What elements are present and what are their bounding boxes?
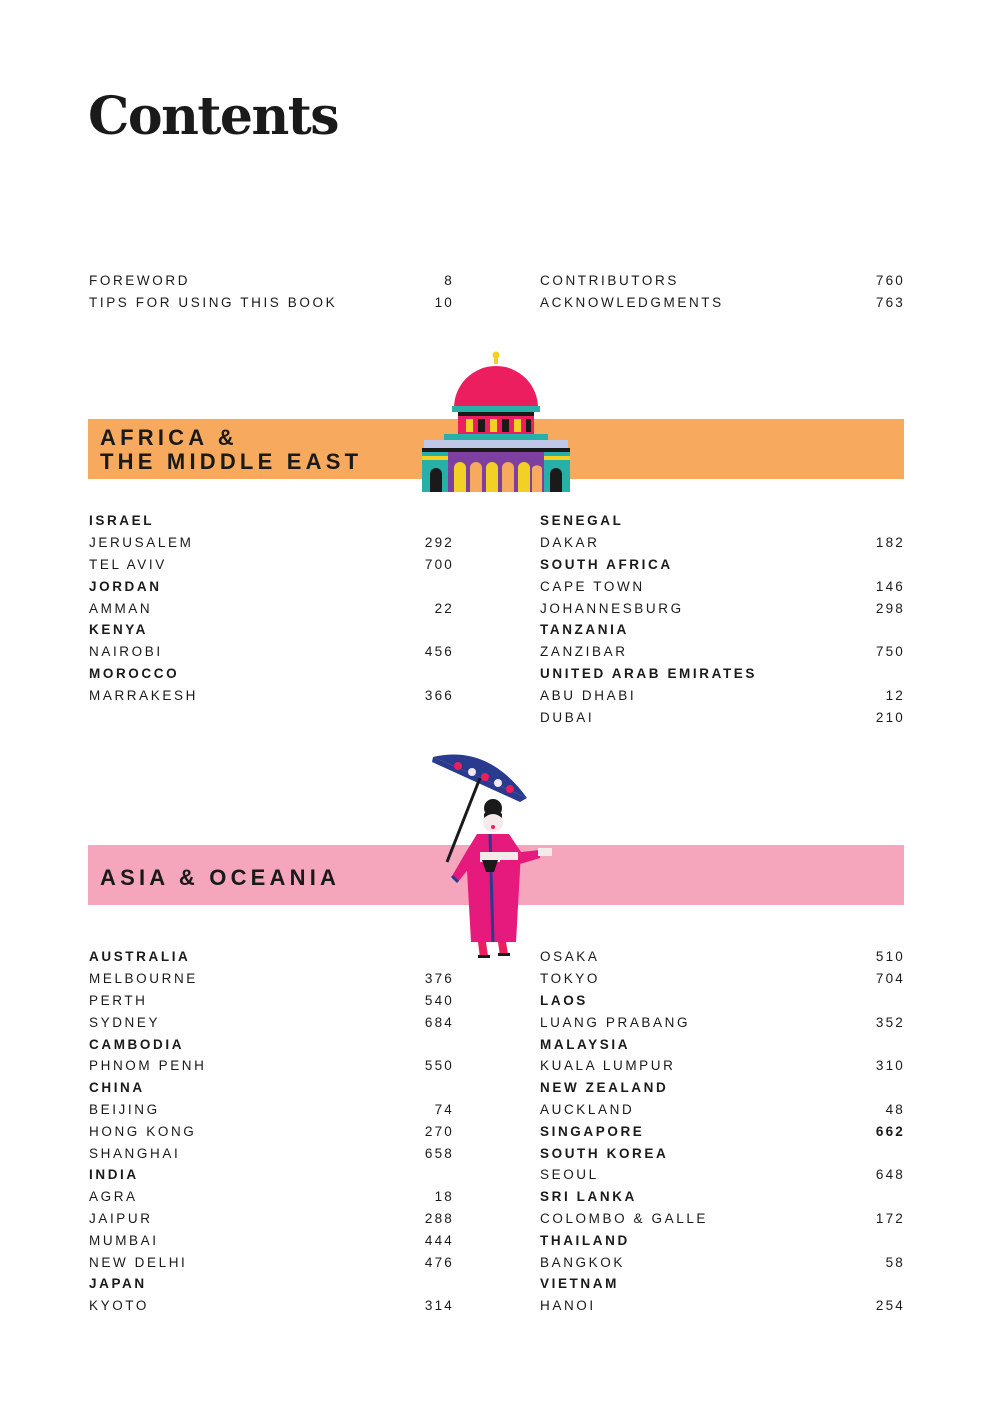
entry-label: MALAYSIA — [540, 1036, 631, 1052]
toc-entry — [89, 554, 454, 576]
entry-label: MUMBAI — [89, 1232, 159, 1248]
asia-left-list — [89, 946, 454, 1317]
entry-label: FOREWORD — [89, 273, 191, 289]
country-heading — [540, 1142, 905, 1164]
page-number: 12 — [885, 687, 905, 703]
toc-entry — [540, 706, 905, 728]
page-number: 310 — [875, 1058, 905, 1074]
toc-entry — [89, 1142, 454, 1164]
entry-label: LAOS — [540, 992, 588, 1008]
toc-entry — [540, 532, 905, 554]
geisha-with-parasol-icon — [428, 752, 554, 962]
entry-label: MARRAKESH — [89, 687, 198, 703]
toc-entry — [89, 292, 454, 314]
entry-label: TIPS FOR USING THIS BOOK — [89, 295, 338, 311]
page-number: 18 — [434, 1189, 454, 1205]
toc-entry — [540, 641, 905, 663]
toc-entry — [89, 684, 454, 706]
entry-label: JAPAN — [89, 1276, 147, 1292]
entry-label: BANGKOK — [540, 1254, 625, 1270]
toc-entry — [540, 1055, 905, 1077]
country-heading — [540, 990, 905, 1012]
page-number: 288 — [424, 1210, 454, 1226]
entry-label: MELBOURNE — [89, 971, 198, 987]
entry-label: CHINA — [89, 1080, 145, 1096]
entry-label: JAIPUR — [89, 1210, 153, 1226]
toc-entry — [89, 990, 454, 1012]
entry-label: NAIROBI — [89, 644, 163, 660]
page-number: 456 — [424, 644, 454, 660]
country-heading — [540, 1186, 905, 1208]
country-heading — [540, 1120, 905, 1142]
page-number: 8 — [444, 273, 454, 289]
page-number: 476 — [424, 1254, 454, 1270]
entry-label: AUSTRALIA — [89, 949, 191, 965]
page-number: 254 — [875, 1298, 905, 1314]
page-number: 700 — [424, 556, 454, 572]
entry-label: ZANZIBAR — [540, 644, 628, 660]
entry-label: NEW DELHI — [89, 1254, 188, 1270]
page-number: 298 — [875, 600, 905, 616]
country-heading — [540, 510, 905, 532]
page-number: 662 — [875, 1123, 905, 1139]
country-heading — [89, 663, 454, 685]
entry-label: KUALA LUMPUR — [540, 1058, 676, 1074]
entry-label: BEIJING — [89, 1101, 160, 1117]
front-matter-right-list — [540, 270, 905, 314]
toc-entry — [540, 1295, 905, 1317]
front-matter-left-list — [89, 270, 454, 314]
toc-entry — [89, 1120, 454, 1142]
toc-entry — [89, 1208, 454, 1230]
africa-left-list — [89, 510, 454, 706]
entry-label: UNITED ARAB EMIRATES — [540, 665, 757, 681]
toc-entry — [89, 270, 454, 292]
entry-label: LUANG PRABANG — [540, 1014, 691, 1030]
toc-entry — [540, 946, 905, 968]
page-number: 172 — [875, 1210, 905, 1226]
toc-entry — [89, 1055, 454, 1077]
page-number: 146 — [875, 578, 905, 594]
section-title-asia-oceania: ASIA & OCEANIA — [100, 865, 341, 890]
page-number: 352 — [875, 1014, 905, 1030]
page-number: 366 — [424, 687, 454, 703]
entry-label: SENEGAL — [540, 513, 624, 529]
page-number: 74 — [434, 1101, 454, 1117]
country-heading — [89, 510, 454, 532]
entry-label: NEW ZEALAND — [540, 1080, 669, 1096]
entry-label: ABU DHABI — [540, 687, 637, 703]
entry-label: SOUTH KOREA — [540, 1145, 669, 1161]
entry-label: MOROCCO — [89, 665, 180, 681]
entry-label: DAKAR — [540, 535, 600, 551]
entry-label: AUCKLAND — [540, 1101, 635, 1117]
entry-label: KENYA — [89, 622, 149, 638]
section-title-line-2: THE MIDDLE EAST — [100, 449, 363, 474]
page-number: 314 — [424, 1298, 454, 1314]
country-heading — [89, 1033, 454, 1055]
country-heading — [540, 1229, 905, 1251]
toc-entry — [540, 1208, 905, 1230]
entry-label: PHNOM PENH — [89, 1058, 207, 1074]
page-number: 763 — [875, 295, 905, 311]
country-heading — [89, 1164, 454, 1186]
entry-label: SINGAPORE — [540, 1123, 645, 1139]
toc-entry — [540, 1251, 905, 1273]
country-heading — [89, 575, 454, 597]
country-heading — [540, 1033, 905, 1055]
country-heading — [89, 1077, 454, 1099]
toc-entry — [89, 1229, 454, 1251]
country-heading — [89, 619, 454, 641]
section-title-africa-middle-east — [100, 426, 362, 474]
entry-label: CAMBODIA — [89, 1036, 185, 1052]
entry-label: SEOUL — [540, 1167, 599, 1183]
page-number: 540 — [424, 992, 454, 1008]
page-number: 376 — [424, 971, 454, 987]
entry-label: SOUTH AFRICA — [540, 556, 673, 572]
entry-label: TEL AVIV — [89, 556, 167, 572]
page-number: 760 — [875, 273, 905, 289]
page-number: 750 — [875, 644, 905, 660]
entry-label: KYOTO — [89, 1298, 150, 1314]
toc-entry — [540, 684, 905, 706]
page-number: 270 — [424, 1123, 454, 1139]
country-heading — [540, 554, 905, 576]
page-number: 182 — [875, 535, 905, 551]
country-heading — [540, 1273, 905, 1295]
entry-label: HANOI — [540, 1298, 596, 1314]
toc-entry — [89, 968, 454, 990]
entry-label: SRI LANKA — [540, 1189, 637, 1205]
toc-entry — [89, 1099, 454, 1121]
toc-entry — [89, 1186, 454, 1208]
entry-label: AMMAN — [89, 600, 153, 616]
page-number: 444 — [424, 1232, 454, 1248]
country-heading — [540, 1077, 905, 1099]
country-heading — [540, 663, 905, 685]
toc-entry — [89, 532, 454, 554]
page-number: 292 — [424, 535, 454, 551]
page-title: Contents — [88, 86, 339, 147]
toc-entry — [540, 575, 905, 597]
toc-entry — [89, 1251, 454, 1273]
page-number: 658 — [424, 1145, 454, 1161]
entry-label: JERUSALEM — [89, 535, 194, 551]
toc-entry — [540, 1164, 905, 1186]
entry-label: DUBAI — [540, 709, 595, 725]
entry-label: AGRA — [89, 1189, 138, 1205]
entry-label: PERTH — [89, 992, 148, 1008]
toc-entry — [540, 1011, 905, 1033]
entry-label: HONG KONG — [89, 1123, 197, 1139]
entry-label: OSAKA — [540, 949, 600, 965]
entry-label: CAPE TOWN — [540, 578, 645, 594]
entry-label: JOHANNESBURG — [540, 600, 684, 616]
toc-entry — [540, 270, 905, 292]
toc-entry — [89, 1011, 454, 1033]
page-number: 684 — [424, 1014, 454, 1030]
toc-entry — [540, 292, 905, 314]
toc-entry — [89, 1295, 454, 1317]
entry-label: ACKNOWLEDGMENTS — [540, 295, 724, 311]
dome-of-the-rock-icon — [420, 350, 572, 492]
page-number: 22 — [434, 600, 454, 616]
page-number: 550 — [424, 1058, 454, 1074]
toc-entry — [540, 1099, 905, 1121]
page-number: 48 — [885, 1101, 905, 1117]
page-number: 58 — [885, 1254, 905, 1270]
entry-label: ISRAEL — [89, 513, 155, 529]
country-heading — [89, 946, 454, 968]
entry-label: VIETNAM — [540, 1276, 619, 1292]
toc-entry — [540, 968, 905, 990]
toc-entry — [540, 597, 905, 619]
country-heading — [89, 1273, 454, 1295]
africa-right-list — [540, 510, 905, 728]
section-title-line-1: AFRICA & — [100, 425, 238, 450]
page-number: 10 — [434, 295, 454, 311]
entry-label: TANZANIA — [540, 622, 629, 638]
entry-label: SHANGHAI — [89, 1145, 181, 1161]
entry-label: THAILAND — [540, 1232, 630, 1248]
entry-label: CONTRIBUTORS — [540, 273, 679, 289]
toc-entry — [89, 597, 454, 619]
page-number: 704 — [875, 971, 905, 987]
page-number: 210 — [875, 709, 905, 725]
page-number: 510 — [875, 949, 905, 965]
entry-label: INDIA — [89, 1167, 139, 1183]
country-heading — [540, 619, 905, 641]
asia-right-list — [540, 946, 905, 1317]
entry-label: TOKYO — [540, 971, 601, 987]
entry-label: SYDNEY — [89, 1014, 161, 1030]
entry-label: JORDAN — [89, 578, 162, 594]
page-number: 648 — [875, 1167, 905, 1183]
entry-label: COLOMBO & GALLE — [540, 1210, 709, 1226]
toc-entry — [89, 641, 454, 663]
